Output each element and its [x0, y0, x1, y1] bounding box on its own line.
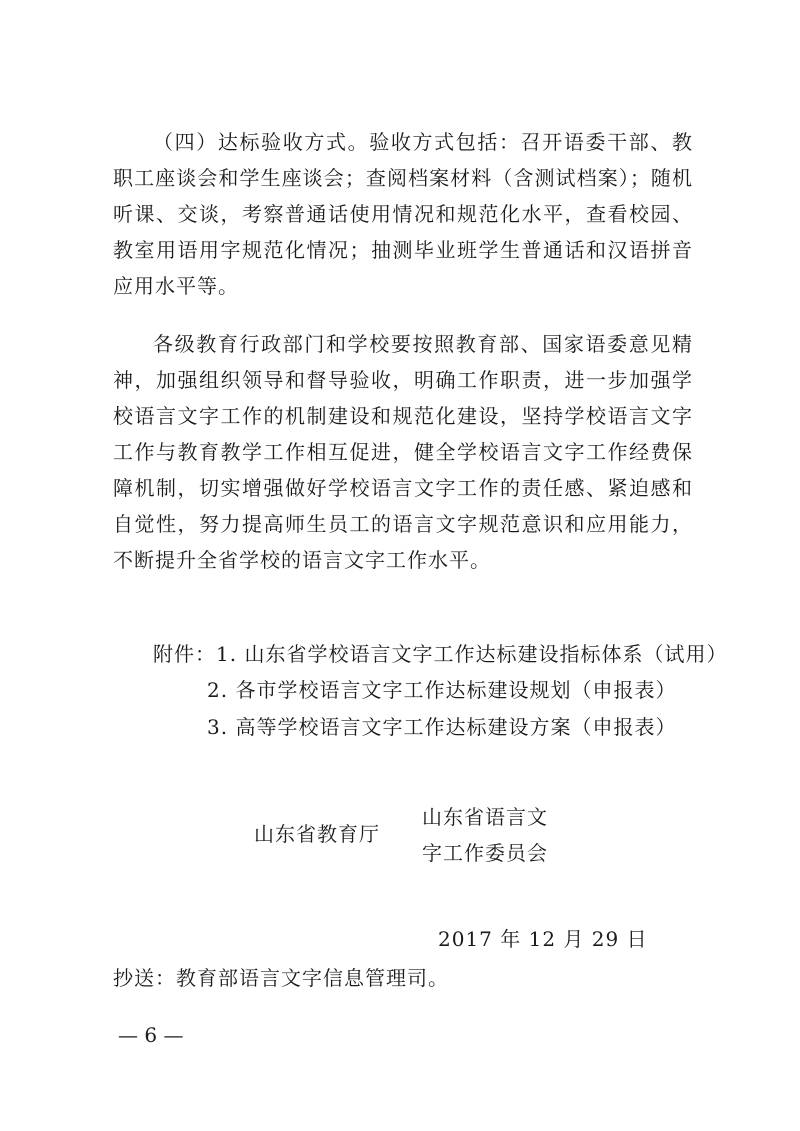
signature-education-department: 山东省教育厅: [254, 822, 380, 846]
signature-language-committee: 山东省语言文字工作委员会: [422, 805, 548, 865]
cc-line: 抄送：教育部语言文字信息管理司。: [113, 966, 449, 990]
paragraph-acceptance-method: （四）达标验收方式。验收方式包括：召开语委干部、教职工座谈会和学生座谈会；查阅档案材料（含测试档案）；随机听课、交谈，考察普通话使用情况和规范化水平，查看校园、教室用语用字规范化情况；抽测毕业班学生普通话和汉语拼音应用水平等。: [113, 130, 693, 298]
attachment-item-3: 3. 高等学校语言文字工作达标建设方案（申报表）: [207, 715, 677, 739]
paragraph-requirements: 各级教育行政部门和学校要按照教育部、国家语委意见精神，加强组织领导和督导验收，明确工作职责，进一步加强学校语言文字工作的机制建设和规范化建设，坚持学校语言文字工作与教育教学工作相互促进，健全学校语言文字工作经费保障机制，切实增强做好学校语言文字工作的责任感、紧迫感和自觉性，努力提高师生员工的语言文字规范意识和应用能力，不断提升全省学校的语言文字工作水平。: [113, 332, 693, 572]
issue-date: 2017 年 12 月 29 日: [438, 927, 648, 951]
attachment-item-text: 1. 山东省学校语言文字工作达标建设指标体系（试用）: [216, 642, 728, 666]
attachment-item-2: 2. 各市学校语言文字工作达标建设规划（申报表）: [207, 678, 677, 702]
page-number: — 6 —: [118, 1023, 184, 1047]
attachment-item-1: [153, 636, 727, 672]
attachment-label: 附件：: [153, 642, 216, 666]
